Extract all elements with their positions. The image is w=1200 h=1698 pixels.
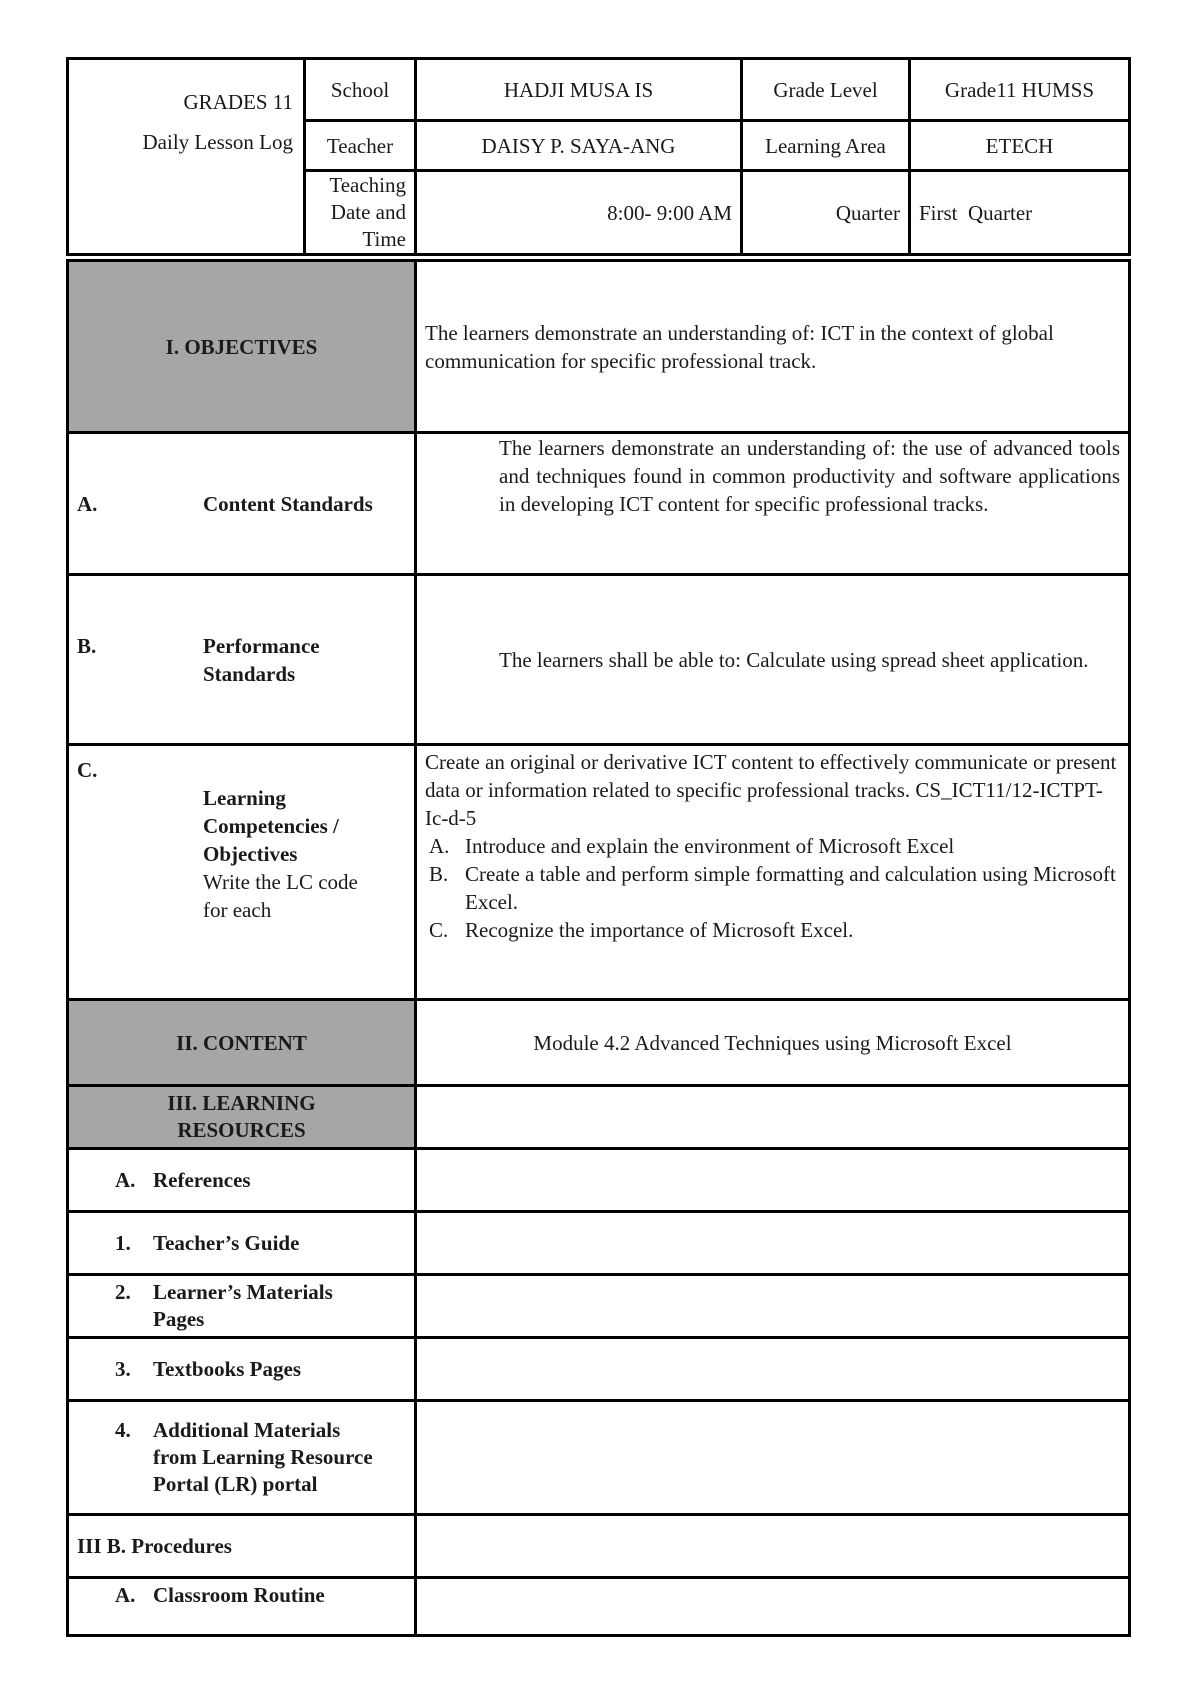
content-standards-label: Content Standards — [203, 491, 373, 516]
competencies-label-cell — [68, 745, 416, 1000]
classroom-routine-marker: A. — [115, 1583, 136, 1607]
learning-resources-heading-line-1: III. LEARNING — [167, 1091, 316, 1115]
competency-item — [425, 860, 1120, 916]
teaching-label-line-2: Date and — [330, 200, 406, 224]
competency-item — [425, 832, 1120, 860]
performance-standards-label — [203, 632, 406, 688]
resource-item-marker: 2. — [115, 1280, 131, 1304]
competency-marker: A. — [429, 834, 450, 858]
school-label: School — [305, 59, 416, 121]
references-label: References — [153, 1168, 251, 1192]
learning-area-value: ETECH — [910, 121, 1130, 171]
content-text: Module 4.2 Advanced Techniques using Microsoft Excel — [416, 1000, 1130, 1086]
procedures-value — [416, 1515, 1130, 1578]
competencies-intro: Create an original or derivative ICT content to effectively communicate or present data or information related to specific professional tracks. CS_ICT11/12-ICTPT-Ic-d-5 — [425, 750, 1117, 830]
grade-level-value: Grade11 HUMSS — [910, 59, 1130, 121]
resource-item-label-cell — [68, 1275, 416, 1338]
performance-standards-text: The learners shall be able to: Calculate using spread sheet application. — [416, 575, 1130, 745]
resource-item-value — [416, 1275, 1130, 1338]
resource-item-label: Learner’s Materials Pages — [153, 1280, 333, 1331]
content-heading: II. CONTENT — [68, 1000, 416, 1086]
main-table — [66, 259, 1131, 1637]
teacher-value: DAISY P. SAYA-ANG — [416, 121, 742, 171]
header-table — [66, 57, 1131, 256]
competencies-label-line-3: Objectives — [203, 842, 298, 866]
references-value — [416, 1149, 1130, 1212]
references-marker: A. — [115, 1168, 136, 1192]
learning-resources-value — [416, 1086, 1130, 1149]
performance-label-line-2: Standards — [203, 661, 296, 686]
competency-marker: B. — [429, 862, 449, 886]
competencies-text-cell — [416, 745, 1130, 1000]
objectives-heading: I. OBJECTIVES — [68, 261, 416, 433]
lesson-log-page — [66, 57, 1128, 1637]
teaching-date-time-label — [305, 171, 416, 255]
competency-text: Recognize the importance of Microsoft Excel. — [465, 918, 854, 942]
competency-item — [425, 916, 1120, 944]
grades-label: GRADES 11 — [183, 90, 293, 114]
competencies-label-line-2: Competencies / — [203, 814, 339, 838]
resource-item-label-cell — [68, 1212, 416, 1275]
resource-item-label: Textbooks Pages — [153, 1357, 301, 1381]
learning-area-label: Learning Area — [742, 121, 910, 171]
objectives-text: The learners demonstrate an understanding of: ICT in the context of global communication for specific professional track. — [416, 261, 1130, 433]
log-title-cell — [68, 59, 305, 255]
content-standards-label-cell — [68, 433, 416, 575]
resource-item-label: Additional Materials from Learning Resource Portal (LR) portal — [153, 1418, 373, 1496]
daily-lesson-log-label: Daily Lesson Log — [142, 130, 293, 154]
performance-standards-letter: B. — [77, 633, 97, 658]
quarter-value: First Quarter — [910, 171, 1130, 255]
teacher-label: Teacher — [305, 121, 416, 171]
competency-text: Introduce and explain the environment of Microsoft Excel — [465, 834, 955, 858]
competencies-note-line-1: Write the LC code — [203, 870, 358, 894]
competencies-list — [425, 832, 1120, 944]
classroom-routine-label: Classroom Routine — [153, 1583, 325, 1607]
competencies-label-line-1: Learning — [203, 786, 286, 810]
performance-standards-label-cell — [68, 575, 416, 745]
resource-item-label-cell — [68, 1401, 416, 1515]
resource-item-value — [416, 1212, 1130, 1275]
classroom-routine-value — [416, 1578, 1130, 1636]
references-label-cell — [68, 1149, 416, 1212]
resource-item-label: Teacher’s Guide — [153, 1231, 300, 1255]
resource-item-marker: 3. — [115, 1357, 131, 1381]
school-value: HADJI MUSA IS — [416, 59, 742, 121]
resource-item-marker: 4. — [115, 1418, 131, 1442]
content-standards-text: The learners demonstrate an understanding of: the use of advanced tools and techniques found in common productivity and software applications in developing ICT content for specific professional tracks. — [416, 433, 1130, 575]
resource-item-marker: 1. — [115, 1231, 131, 1255]
quarter-label: Quarter — [742, 171, 910, 255]
procedures-heading: III B. Procedures — [68, 1515, 416, 1578]
competency-marker: C. — [429, 918, 449, 942]
teaching-label-line-1: Teaching — [329, 173, 406, 197]
resource-item-value — [416, 1401, 1130, 1515]
resource-item-value — [416, 1338, 1130, 1401]
resource-item-label-cell — [68, 1338, 416, 1401]
learning-resources-heading — [68, 1086, 416, 1149]
teaching-label-line-3: Time — [362, 227, 406, 251]
grade-level-label: Grade Level — [742, 59, 910, 121]
time-value: 8:00- 9:00 AM — [416, 171, 742, 255]
performance-label-line-1: Performance — [203, 633, 320, 658]
competency-text: Create a table and perform simple formatting and calculation using Microsoft Excel. — [465, 862, 1116, 914]
classroom-routine-label-cell — [68, 1578, 416, 1636]
competencies-note-line-2: for each — [203, 898, 272, 922]
competencies-label — [203, 756, 406, 924]
learning-resources-heading-line-2: RESOURCES — [177, 1118, 306, 1142]
content-standards-letter: A. — [77, 491, 98, 516]
competencies-letter: C. — [77, 758, 98, 782]
